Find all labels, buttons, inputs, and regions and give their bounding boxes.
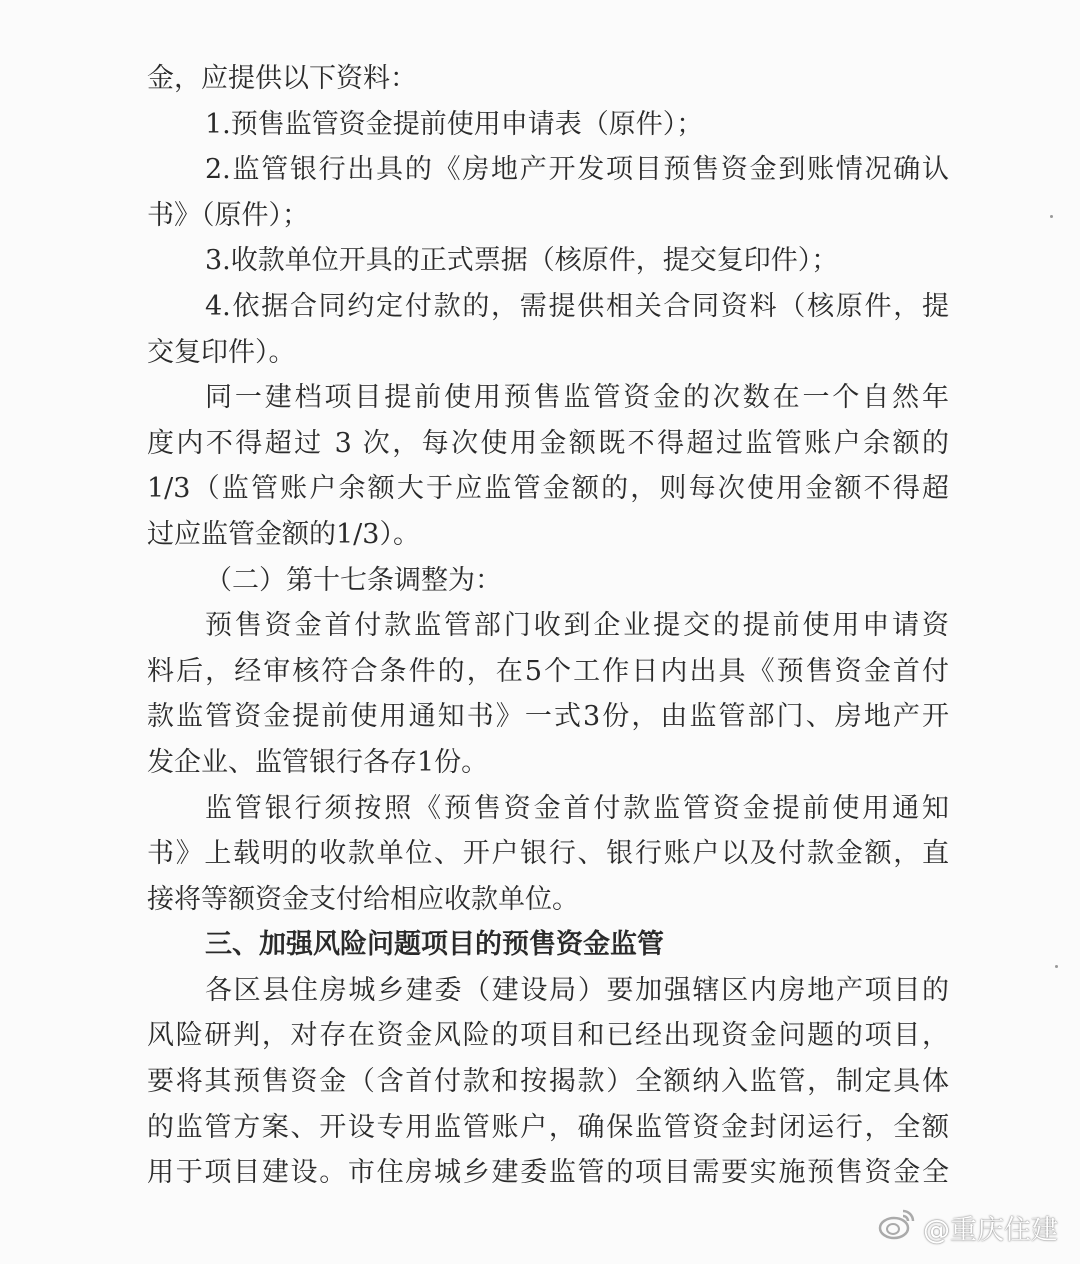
document-body: [147, 56, 949, 1196]
text-line: （二）第十七条调整为：: [205, 564, 502, 596]
text-line: 书》（原件）；: [147, 199, 309, 231]
text-line: 交复印件）。: [147, 336, 296, 368]
text-line: 3.收款单位开具的正式票据（核原件，提交复印件）；: [205, 245, 839, 277]
text-line: 发企业、监管银行各存1份。: [147, 746, 489, 778]
text-line: 监管银行须按照《预售资金首付款监管资金提前使用通知: [205, 792, 949, 824]
text-line: 要将其预售资金（含首付款和按揭款）全额纳入监管，制定具体: [147, 1066, 949, 1098]
text-line: 用于项目建设。市住房城乡建委监管的项目需要实施预售资金全: [147, 1157, 949, 1189]
text-line: 1.预售监管资金提前使用申请表（原件）；: [205, 108, 704, 140]
scan-speck: [1050, 215, 1053, 218]
scan-speck: [1055, 965, 1058, 968]
text-line: 同一建档项目提前使用预售监管资金的次数在一个自然年: [205, 382, 949, 414]
text-line: 1/3（监管账户余额大于应监管金额的，则每次使用金额不得超: [147, 473, 949, 505]
text-line: 的监管方案、开设专用监管账户，确保监管资金封闭运行，全额: [147, 1111, 949, 1143]
text-line: 2.监管银行出具的《房地产开发项目预售资金到账情况确认: [205, 154, 949, 186]
section-heading: 三、加强风险问题项目的预售资金监管: [205, 929, 664, 961]
watermark-text: @重庆住建: [923, 1215, 1058, 1246]
text-line: 过应监管金额的1/3）。: [147, 518, 420, 550]
text-line: 接将等额资金支付给相应收款单位。: [147, 883, 579, 915]
text-line: 书》上载明的收款单位、开户银行、银行账户以及付款金额，直: [147, 838, 949, 870]
text-line: 款监管资金提前使用通知书》一式3份，由监管部门、房地产开: [147, 701, 949, 733]
text-line: 各区县住房城乡建委（建设局）要加强辖区内房地产项目的: [205, 974, 949, 1006]
text-line: 4.依据合同约定付款的，需提供相关合同资料（核原件，提: [205, 290, 949, 322]
text-line: 金，应提供以下资料：: [147, 63, 417, 94]
weibo-icon: [877, 1207, 917, 1248]
text-line: 料后，经审核符合条件的，在5个工作日内出具《预售资金首付: [147, 655, 949, 687]
text-line: 度内不得超过 3 次，每次使用金额既不得超过监管账户余额的: [147, 427, 949, 459]
text-line: 风险研判，对存在资金风险的项目和已经出现资金问题的项目，: [147, 1020, 949, 1052]
watermark: [877, 1207, 1058, 1248]
text-line: 预售资金首付款监管部门收到企业提交的提前使用申请资: [205, 610, 949, 642]
